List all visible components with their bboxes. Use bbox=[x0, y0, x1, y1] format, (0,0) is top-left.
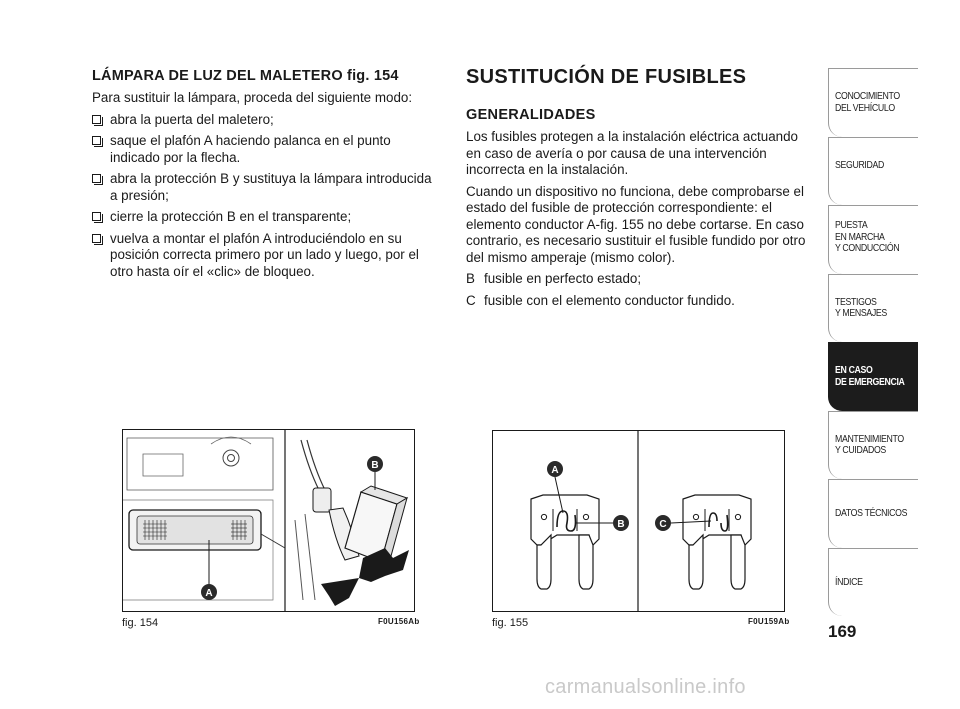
fig154-code: F0U156Ab bbox=[378, 617, 420, 626]
lamp-intro: Para sustituir la lámpara, proceda del siguiente modo: bbox=[92, 90, 413, 105]
fig155-label-c: C bbox=[659, 519, 667, 530]
fuse-title: SUSTITUCIÓN DE FUSIBLES bbox=[466, 66, 747, 88]
checkbox-bullet-icon bbox=[92, 115, 101, 124]
tab-testigos[interactable]: TESTIGOS Y MENSAJES bbox=[828, 274, 918, 343]
checkbox-bullet-icon bbox=[92, 174, 101, 183]
lamp-section bbox=[92, 68, 438, 285]
fuse-illustration bbox=[493, 431, 784, 611]
page-number: 169 bbox=[828, 622, 857, 641]
checkbox-bullet-icon bbox=[92, 234, 101, 243]
checkbox-bullet-icon bbox=[92, 136, 101, 145]
chapter-tabs bbox=[828, 68, 918, 616]
lamp-step: abra la puerta del maletero; bbox=[92, 112, 438, 129]
fig155-label-a: A bbox=[551, 465, 559, 476]
tab-indice[interactable]: ÍNDICE bbox=[828, 548, 918, 617]
fig155-code: F0U159Ab bbox=[748, 617, 790, 626]
watermark: carmanualsonline.info bbox=[545, 676, 746, 698]
fuse-def-b: B fusible en perfecto estado; bbox=[466, 271, 642, 286]
fuse-para1: Los fusibles protegen a la instalación eléctrica actuando en caso de avería o por causa de una intervención incorrecta en la instalación. bbox=[466, 129, 799, 177]
fuse-section bbox=[466, 66, 806, 314]
tab-mantenimiento[interactable]: MANTENIMIENTO Y CUIDADOS bbox=[828, 411, 918, 480]
fuse-def-c: C fusible con el elemento conductor fundido. bbox=[466, 292, 735, 308]
lamp-heading: LÁMPARA DE LUZ DEL MALETERO fig. 154 bbox=[92, 68, 399, 84]
tab-datos-tecnicos[interactable]: DATOS TÉCNICOS bbox=[828, 479, 918, 548]
fig155-image bbox=[492, 430, 785, 612]
fig154-caption: fig. 154 bbox=[122, 617, 159, 629]
fuse-subtitle: GENERALIDADES bbox=[466, 107, 596, 123]
fuse-para2: Cuando un dispositivo no funciona, debe comprobarse el estado del fusible de protección correspondiente: el elemento conductor A-fig. 155 no debe cortarse. En caso contrario, es necesario sustituir el fusible fundido por otro del mismo amperaje (mismo color). bbox=[466, 183, 806, 265]
fig154-label-b: B bbox=[371, 460, 379, 471]
fig154-image bbox=[122, 429, 415, 612]
lamp-step: vuelva a montar el plafón A introduciéndolo en su posición correcta primero por un lado y luego, por el otro hasta oír el «clic» de bloqueo. bbox=[92, 231, 438, 281]
lamp-step: abra la protección B y sustituya la lámpara introducida a presión; bbox=[92, 171, 438, 204]
checkbox-bullet-icon bbox=[92, 212, 101, 221]
lamp-illustration bbox=[123, 430, 414, 611]
fig155-caption: fig. 155 bbox=[492, 617, 529, 629]
tab-conocimiento[interactable]: CONOCIMIENTO DEL VEHÍCULO bbox=[828, 68, 918, 137]
lamp-step: saque el plafón A haciendo palanca en el punto indicado por la flecha. bbox=[92, 133, 438, 166]
fig154-label-a: A bbox=[205, 588, 213, 599]
fig155-label-b: B bbox=[617, 519, 625, 530]
tab-puesta-en-marcha[interactable]: PUESTA EN MARCHA Y CONDUCCIÓN bbox=[828, 205, 918, 274]
tab-emergencia[interactable]: EN CASO DE EMERGENCIA bbox=[828, 342, 918, 411]
lamp-step: cierre la protección B en el transparente; bbox=[92, 209, 438, 226]
tab-seguridad[interactable]: SEGURIDAD bbox=[828, 137, 918, 206]
